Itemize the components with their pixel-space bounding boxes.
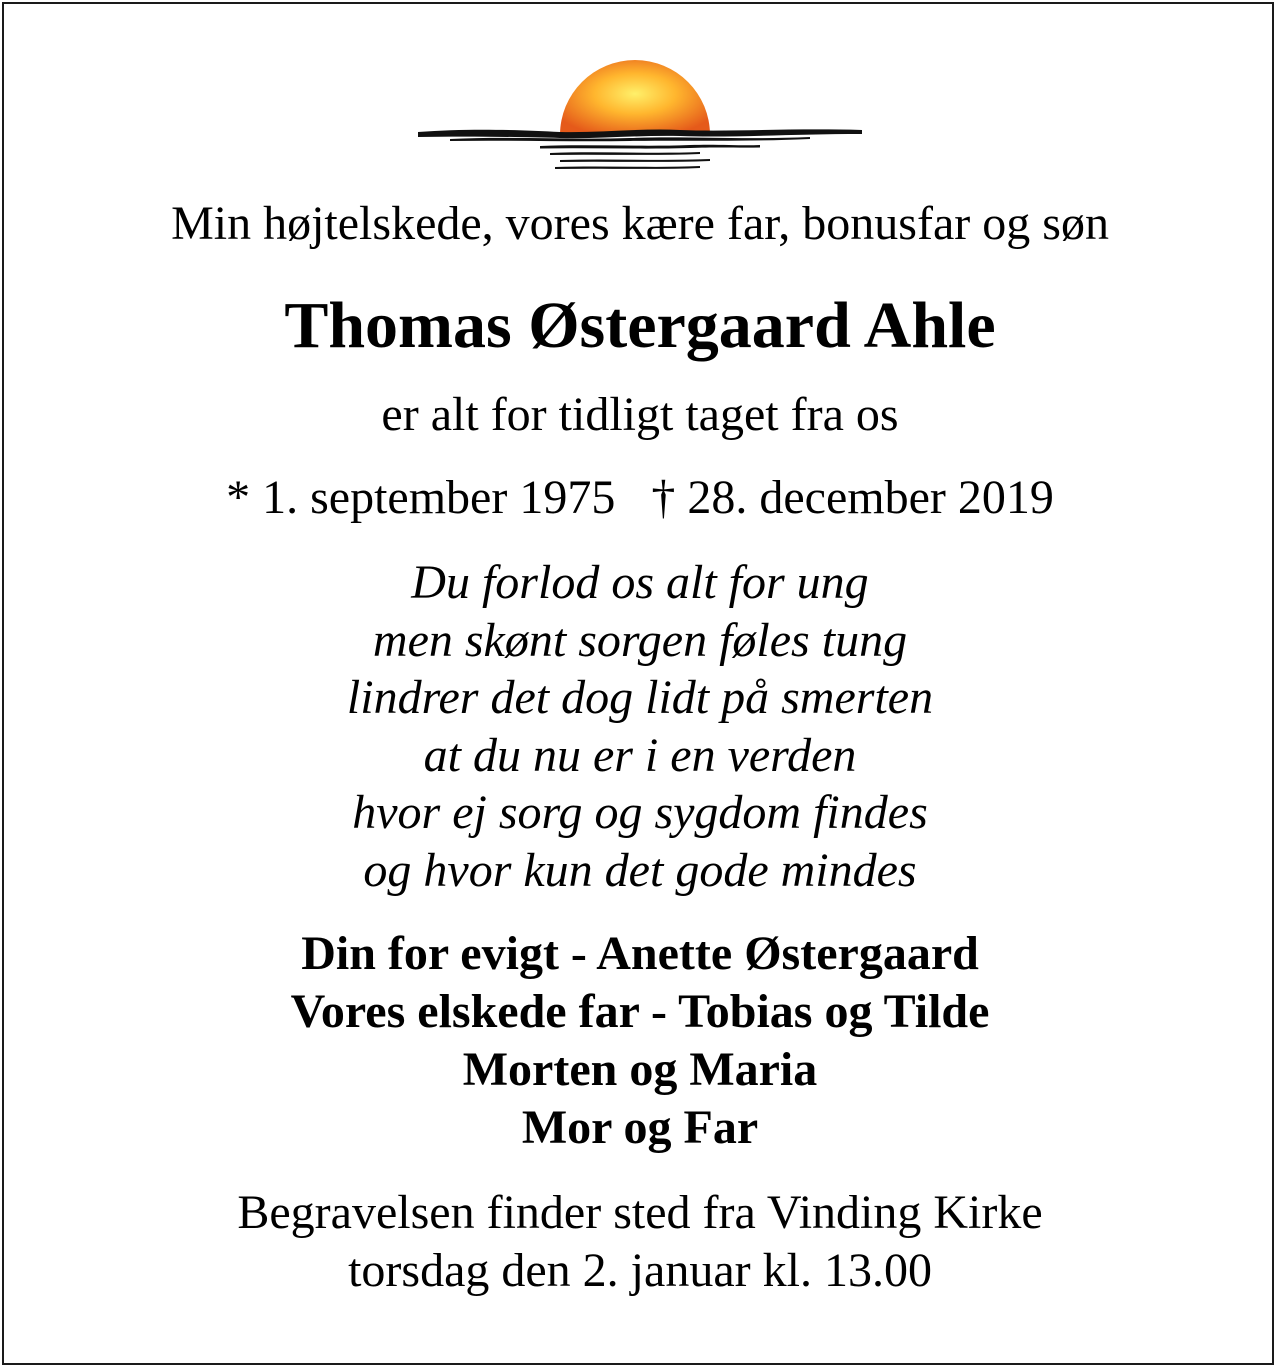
poem-line: Du forlod os alt for ung bbox=[411, 556, 869, 609]
family-line: Mor og Far bbox=[521, 1101, 759, 1154]
family-line: Vores elskede far - Tobias og Tilde bbox=[290, 985, 990, 1038]
sunset-icon bbox=[410, 50, 870, 175]
family-signatures bbox=[0, 925, 1280, 1157]
family-line: Morten og Maria bbox=[462, 1043, 818, 1096]
funeral-location: Begravelsen finder sted fra Vinding Kirke bbox=[237, 1186, 1043, 1239]
poem-line: men skønt sorgen føles tung bbox=[372, 613, 908, 667]
poem-line: at du nu er i en verden bbox=[423, 728, 857, 782]
deceased-name: Thomas Østergaard Ahle bbox=[284, 289, 996, 362]
memorial-poem bbox=[0, 554, 1280, 899]
birth-symbol: * bbox=[226, 471, 251, 524]
life-dates bbox=[0, 466, 1280, 530]
death-date: 28. december 2019 bbox=[687, 471, 1054, 524]
birth-date: 1. september 1975 bbox=[262, 471, 616, 524]
tagline-text: er alt for tidligt taget fra os bbox=[381, 388, 899, 441]
funeral-time: torsdag den 2. januar kl. 13.00 bbox=[348, 1244, 932, 1297]
funeral-info bbox=[0, 1184, 1280, 1300]
poem-line: hvor ej sorg og sygdom findes bbox=[352, 786, 928, 839]
intro-text: Min højtelskede, vores kære far, bonusfar og søn bbox=[171, 197, 1109, 250]
death-symbol: † bbox=[651, 471, 676, 524]
poem-line: lindrer det dog lidt på smerten bbox=[346, 671, 934, 724]
family-line: Din for evigt - Anette Østergaard bbox=[301, 927, 979, 980]
poem-line: og hvor kun det gode mindes bbox=[363, 843, 917, 897]
